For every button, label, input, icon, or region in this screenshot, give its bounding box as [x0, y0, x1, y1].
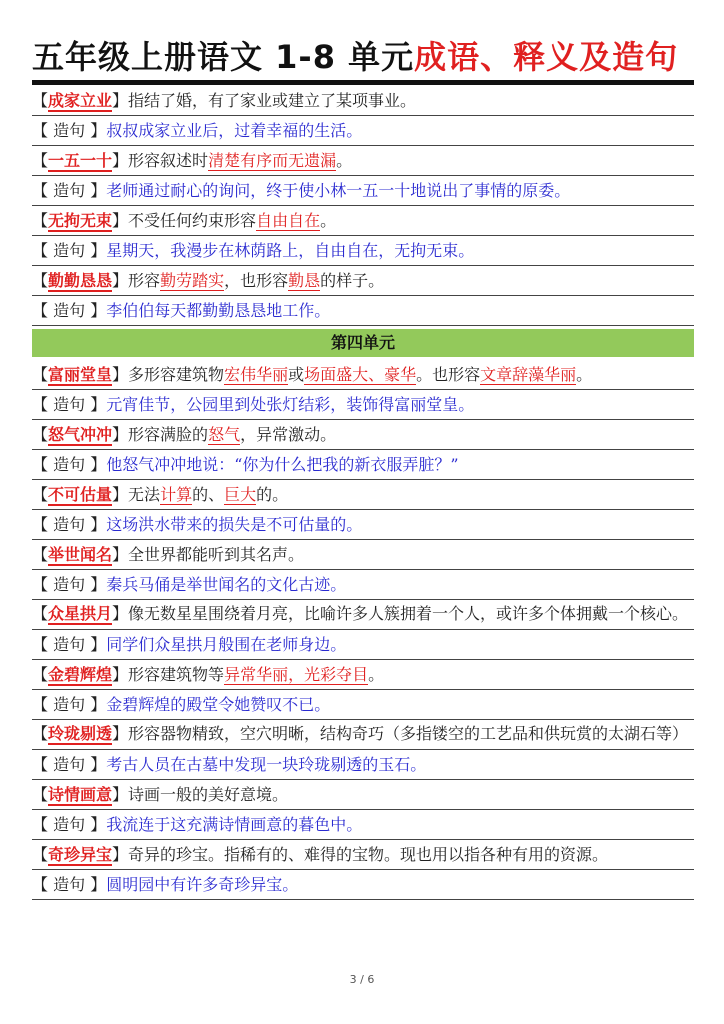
- definition-text: 的、: [192, 485, 225, 504]
- definition-text: 奇异的珍宝。指稀有的、难得的宝物。现也用以指各种有用的资源。: [128, 845, 609, 864]
- idiom-term: 金碧辉煌: [48, 665, 113, 684]
- idiom-term: 一五一十: [48, 151, 113, 170]
- bracket-open: 【: [32, 301, 49, 320]
- idiom-term: 无拘无束: [48, 211, 113, 230]
- bracket-open: 【: [32, 365, 49, 384]
- bracket-close: 】: [112, 845, 129, 864]
- idiom-term: 举世闻名: [48, 545, 113, 564]
- bracket-open: 【: [32, 724, 49, 743]
- bracket-close: 】: [90, 755, 107, 774]
- bracket-open: 【: [32, 665, 49, 684]
- example-row: [32, 630, 694, 660]
- definition-text: 的。: [256, 485, 289, 504]
- example-sentence: 他怒气冲冲地说：“你为什么把我的新衣服弄脏？”: [106, 455, 459, 474]
- definition-row: [32, 840, 694, 870]
- idiom-term: 不可估量: [48, 485, 113, 504]
- bracket-close: 】: [112, 151, 129, 170]
- definition-text: 形容器物精致，空穴明晰，结构奇巧（多指镂空的工艺品和供玩赏的太湖石等）: [128, 724, 689, 743]
- bracket-open: 【: [32, 455, 49, 474]
- definition-highlight: 勤劳踏实: [160, 271, 225, 290]
- bracket-open: 【: [32, 545, 49, 564]
- bracket-close: 】: [112, 724, 129, 743]
- example-row: [32, 296, 694, 326]
- page-number: 3 / 6: [349, 973, 375, 986]
- bracket-close: 】: [90, 241, 107, 260]
- definition-text: ，异常激动。: [240, 425, 337, 444]
- idiom-term: 奇珍异宝: [48, 845, 113, 864]
- example-sentence: 金碧辉煌的殿堂令她赞叹不已。: [106, 695, 331, 714]
- example-label: 造句: [48, 181, 91, 200]
- bracket-open: 【: [32, 604, 49, 623]
- definition-row: [32, 86, 694, 116]
- definition-text: 多形容建筑物: [128, 365, 225, 384]
- bracket-open: 【: [32, 635, 49, 654]
- example-sentence: 考古人员在古墓中发现一块玲珑剔透的玉石。: [106, 755, 427, 774]
- idiom-term: 成家立业: [48, 91, 113, 110]
- example-row: [32, 390, 694, 420]
- bracket-open: 【: [32, 271, 49, 290]
- bracket-close: 】: [112, 785, 129, 804]
- idiom-list: [32, 86, 694, 900]
- definition-text: 。: [368, 665, 385, 684]
- definition-text: 或: [288, 365, 305, 384]
- definition-text: ，也形容: [224, 271, 289, 290]
- definition-text: 无法: [128, 485, 161, 504]
- definition-highlight: 场面盛大、豪华: [304, 365, 417, 384]
- definition-text: 指结了婚，有了家业或建立了某项事业。: [128, 91, 417, 110]
- bracket-open: 【: [32, 755, 49, 774]
- page-title: [32, 30, 694, 85]
- idiom-term: 玲珑剔透: [48, 724, 113, 743]
- definition-highlight: 勤恳: [288, 271, 321, 290]
- example-sentence: 同学们众星拱月般围在老师身边。: [106, 635, 347, 654]
- example-row: [32, 870, 694, 900]
- definition-text: 的样子。: [320, 271, 385, 290]
- bracket-close: 】: [90, 301, 107, 320]
- definition-text: 。: [576, 365, 593, 384]
- definition-text: 形容建筑物等: [128, 665, 225, 684]
- example-row: [32, 810, 694, 840]
- definition-text: 。: [320, 211, 337, 230]
- bracket-open: 【: [32, 485, 49, 504]
- definition-row: [32, 420, 694, 450]
- definition-highlight: 异常华丽，光彩夺目: [224, 665, 369, 684]
- bracket-close: 】: [112, 365, 129, 384]
- definition-text: 。: [336, 151, 353, 170]
- bracket-close: 】: [90, 695, 107, 714]
- example-label: 造句: [48, 875, 91, 894]
- definition-text: 不受任何约束形容: [128, 211, 257, 230]
- definition-highlight: 怒气: [208, 425, 241, 444]
- definition-text: 像无数星星围绕着月亮，比喻许多人簇拥着一个人，或许多个体拥戴一个核心。: [128, 604, 689, 623]
- bracket-open: 【: [32, 695, 49, 714]
- bracket-close: 】: [90, 181, 107, 200]
- example-sentence: 元宵佳节，公园里到处张灯结彩，装饰得富丽堂皇。: [106, 395, 475, 414]
- section-header: 第四单元: [32, 329, 694, 357]
- example-sentence: 李伯伯每天都勤勤恳恳地工作。: [106, 301, 331, 320]
- bracket-open: 【: [32, 515, 49, 534]
- definition-row: [32, 660, 694, 690]
- bracket-close: 】: [112, 425, 129, 444]
- bracket-open: 【: [32, 211, 49, 230]
- example-label: 造句: [48, 395, 91, 414]
- idiom-term: 富丽堂皇: [48, 365, 113, 384]
- example-sentence: 叔叔成家立业后，过着幸福的生活。: [106, 121, 363, 140]
- bracket-close: 】: [112, 485, 129, 504]
- example-label: 造句: [48, 575, 91, 594]
- example-label: 造句: [48, 121, 91, 140]
- definition-row: [32, 206, 694, 236]
- example-row: [32, 510, 694, 540]
- idiom-term: 众星拱月: [48, 604, 113, 623]
- example-row: [32, 570, 694, 600]
- bracket-open: 【: [32, 875, 49, 894]
- example-sentence: 老师通过耐心的询问，终于使小林一五一十地说出了事情的原委。: [106, 181, 571, 200]
- definition-highlight: 文章辞藻华丽: [480, 365, 577, 384]
- definition-text: 全世界都能听到其名声。: [128, 545, 305, 564]
- title-red-part: 成语、释义及造句: [414, 38, 679, 76]
- definition-row: [32, 720, 694, 750]
- example-row: [32, 690, 694, 720]
- bracket-close: 】: [90, 121, 107, 140]
- definition-highlight: 巨大: [224, 485, 257, 504]
- example-sentence: 我流连于这充满诗情画意的暮色中。: [106, 815, 363, 834]
- bracket-close: 】: [112, 665, 129, 684]
- bracket-open: 【: [32, 121, 49, 140]
- definition-highlight: 清楚有序而无遗漏: [208, 151, 337, 170]
- example-label: 造句: [48, 635, 91, 654]
- bracket-open: 【: [32, 815, 49, 834]
- definition-row: [32, 540, 694, 570]
- example-sentence: 秦兵马俑是举世闻名的文化古迹。: [106, 575, 347, 594]
- bracket-close: 】: [90, 635, 107, 654]
- idiom-term: 勤勤恳恳: [48, 271, 113, 290]
- example-label: 造句: [48, 815, 91, 834]
- bracket-close: 】: [90, 815, 107, 834]
- bracket-open: 【: [32, 91, 49, 110]
- definition-row: [32, 480, 694, 510]
- bracket-open: 【: [32, 241, 49, 260]
- bracket-close: 】: [90, 575, 107, 594]
- bracket-open: 【: [32, 181, 49, 200]
- example-label: 造句: [48, 241, 91, 260]
- definition-text: 形容: [128, 271, 161, 290]
- bracket-close: 】: [90, 875, 107, 894]
- bracket-close: 】: [90, 515, 107, 534]
- bracket-close: 】: [112, 545, 129, 564]
- title-black-part: 五年级上册语文 1-8 单元: [32, 38, 415, 76]
- definition-text: 诗画一般的美好意境。: [128, 785, 289, 804]
- example-label: 造句: [48, 301, 91, 320]
- bracket-open: 【: [32, 151, 49, 170]
- idiom-term: 诗情画意: [48, 785, 113, 804]
- example-row: [32, 236, 694, 266]
- example-sentence: 星期天，我漫步在林荫路上，自由自在，无拘无束。: [106, 241, 475, 260]
- example-row: [32, 450, 694, 480]
- idiom-term: 怒气冲冲: [48, 425, 113, 444]
- example-row: [32, 750, 694, 780]
- example-label: 造句: [48, 455, 91, 474]
- bracket-close: 】: [90, 455, 107, 474]
- bracket-open: 【: [32, 785, 49, 804]
- bracket-close: 】: [90, 395, 107, 414]
- example-label: 造句: [48, 695, 91, 714]
- bracket-close: 】: [112, 211, 129, 230]
- example-sentence: 这场洪水带来的损失是不可估量的。: [106, 515, 363, 534]
- definition-row: [32, 600, 694, 630]
- definition-text: 形容满脸的: [128, 425, 209, 444]
- definition-highlight: 宏伟华丽: [224, 365, 289, 384]
- definition-text: 。也形容: [416, 365, 481, 384]
- example-sentence: 圆明园中有许多奇珍异宝。: [106, 875, 299, 894]
- example-label: 造句: [48, 515, 91, 534]
- bracket-open: 【: [32, 845, 49, 864]
- bracket-close: 】: [112, 271, 129, 290]
- bracket-open: 【: [32, 395, 49, 414]
- definition-highlight: 计算: [160, 485, 193, 504]
- definition-text: 形容叙述时: [128, 151, 209, 170]
- bracket-open: 【: [32, 575, 49, 594]
- bracket-close: 】: [112, 604, 129, 623]
- bracket-close: 】: [112, 91, 129, 110]
- definition-row: [32, 360, 694, 390]
- bracket-open: 【: [32, 425, 49, 444]
- definition-row: [32, 146, 694, 176]
- example-label: 造句: [48, 755, 91, 774]
- definition-row: [32, 266, 694, 296]
- definition-row: [32, 780, 694, 810]
- example-row: [32, 116, 694, 146]
- definition-highlight: 自由自在: [256, 211, 321, 230]
- example-row: [32, 176, 694, 206]
